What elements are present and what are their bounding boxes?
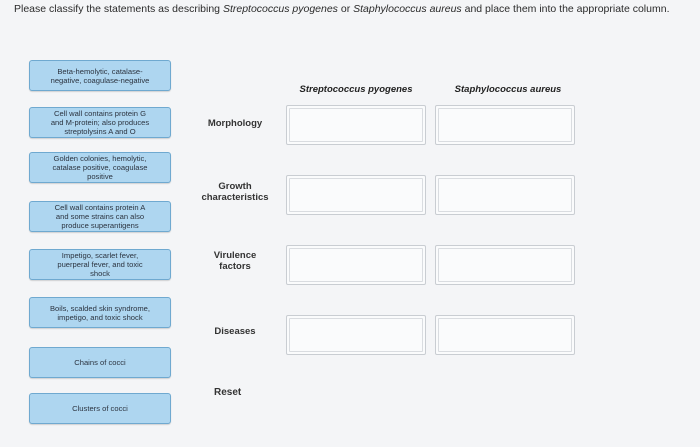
column-header-streptococcus: Streptococcus pyogenes bbox=[299, 84, 413, 95]
row-label-growth-characteristics: Growth characteristics bbox=[201, 181, 269, 203]
instructions-prefix: Please classify the statements as describing bbox=[14, 3, 223, 15]
card-line: positive bbox=[87, 172, 113, 181]
row-label-morphology: Morphology bbox=[207, 118, 263, 129]
row-label-diseases: Diseases bbox=[214, 326, 256, 337]
card-line: Impetigo, scarlet fever, bbox=[61, 251, 139, 260]
card-line: Golden colonies, hemolytic, bbox=[53, 154, 147, 163]
drop-zone-strep-growth[interactable] bbox=[286, 175, 426, 215]
statement-card-golden-colonies[interactable] bbox=[29, 152, 171, 183]
instructions-suffix: and place them into the appropriate column. bbox=[461, 3, 670, 15]
card-line: impetigo, and toxic shock bbox=[57, 312, 143, 322]
card-line: puerperal fever, and toxic bbox=[57, 260, 143, 269]
organism-2-name: Staphylococcus aureus bbox=[353, 3, 462, 15]
drop-zone-strep-virulence[interactable] bbox=[286, 245, 426, 285]
statement-card-clusters-of-cocci[interactable] bbox=[29, 393, 171, 424]
column-header-staphylococcus: Staphylococcus aureus bbox=[454, 84, 562, 95]
drop-zone-staph-morphology[interactable] bbox=[435, 105, 575, 145]
card-line: and some strains can also bbox=[55, 212, 145, 221]
drop-zone-staph-growth[interactable] bbox=[435, 175, 575, 215]
statement-card-protein-g[interactable] bbox=[29, 107, 171, 138]
statement-card-impetigo-scarlet[interactable] bbox=[29, 249, 171, 280]
drop-zone-strep-diseases[interactable] bbox=[286, 315, 426, 355]
instructions-text bbox=[14, 3, 690, 16]
card-line: shock bbox=[90, 269, 110, 278]
drop-zone-staph-diseases[interactable] bbox=[435, 315, 575, 355]
card-line: negative, coagulase-negative bbox=[50, 75, 150, 85]
card-line: Chains of cocci bbox=[74, 358, 126, 367]
card-line: Clusters of cocci bbox=[72, 404, 128, 413]
card-line: and M-protein; also produces bbox=[50, 118, 150, 127]
drop-zone-strep-morphology[interactable] bbox=[286, 105, 426, 145]
reset-button[interactable]: Reset bbox=[214, 387, 242, 398]
instructions-middle: or bbox=[337, 3, 354, 15]
statement-card-boils[interactable] bbox=[29, 297, 171, 328]
statement-card-chains-of-cocci[interactable] bbox=[29, 347, 171, 378]
card-line: Beta-hemolytic, catalase- bbox=[57, 66, 143, 76]
card-line: Cell wall contains protein A bbox=[54, 203, 146, 212]
organism-1-name: Streptococcus pyogenes bbox=[222, 3, 338, 15]
drop-zone-staph-virulence[interactable] bbox=[435, 245, 575, 285]
card-line: Cell wall contains protein G bbox=[53, 109, 146, 118]
statement-card-protein-a[interactable] bbox=[29, 201, 171, 232]
card-line: produce superantigens bbox=[61, 221, 139, 230]
row-label-virulence-factors: Virulence factors bbox=[213, 250, 257, 272]
card-line: streptolysins A and O bbox=[64, 127, 136, 136]
card-line: catalase positive, coagulase bbox=[52, 163, 148, 172]
card-line: Boils, scalded skin syndrome, bbox=[49, 303, 151, 313]
statement-card-beta-hemolytic[interactable] bbox=[29, 60, 171, 91]
